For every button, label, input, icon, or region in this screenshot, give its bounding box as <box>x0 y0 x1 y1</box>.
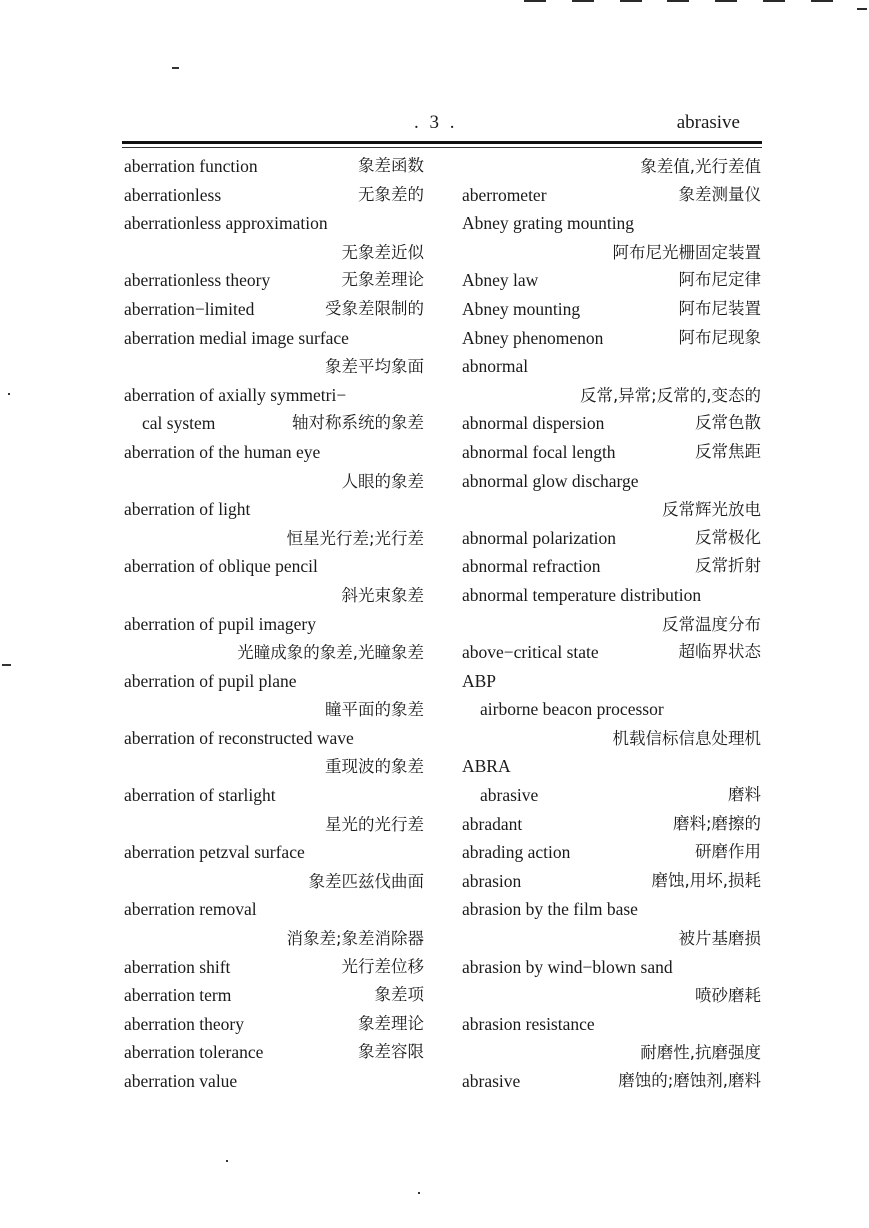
entry-translation: 阿布尼现象 <box>678 327 761 347</box>
scan-mark <box>667 0 689 2</box>
entry-term: abnormal polarization <box>462 527 617 548</box>
entry-translation: 斜光束象差 <box>341 585 424 605</box>
dictionary-entry <box>462 467 761 496</box>
scan-speck <box>8 393 10 395</box>
definition-continuation <box>124 924 424 953</box>
definition-continuation <box>124 238 424 267</box>
entry-term: aberration of axially symmetri− <box>124 384 347 405</box>
scan-speck <box>2 664 11 666</box>
dictionary-entry <box>124 838 424 867</box>
entry-term: abrading action <box>462 842 571 863</box>
dictionary-entry <box>124 209 424 238</box>
entry-term: aberrationless approximation <box>124 213 328 234</box>
entry-translation: 磨料;磨擦的 <box>672 813 761 833</box>
entry-term: abnormal temperature distribution <box>462 584 702 605</box>
entry-translation: 星光的光行差 <box>325 814 424 834</box>
entry-term: abrasion resistance <box>462 1013 595 1034</box>
entry-term: aberration of light <box>124 499 251 520</box>
dictionary-entry <box>124 667 424 696</box>
dictionary-entry <box>124 324 424 353</box>
entry-translation: 光行差位移 <box>341 956 424 976</box>
entry-term: ABP <box>462 670 497 691</box>
entry-term: aberration of pupil imagery <box>124 613 316 634</box>
entry-translation: 瞳平面的象差 <box>325 700 424 720</box>
scan-speck <box>418 1192 420 1194</box>
dictionary-entry <box>462 667 761 696</box>
dictionary-entry <box>124 895 424 924</box>
dictionary-entry <box>124 381 424 410</box>
entry-term: Abney law <box>462 270 539 291</box>
entry-translation: 人眼的象差 <box>341 471 424 491</box>
entry-translation: 阿布尼光栅固定装置 <box>612 242 761 262</box>
dictionary-entry <box>124 295 424 324</box>
dictionary-entry <box>124 981 424 1010</box>
entry-translation: 被片基磨损 <box>678 929 761 949</box>
left-column <box>124 152 424 1096</box>
definition-continuation <box>462 1038 761 1067</box>
dictionary-entry <box>462 638 761 667</box>
definition-continuation <box>462 981 761 1010</box>
entry-translation: 反常温度分布 <box>662 614 761 634</box>
entry-term: airborne beacon processor <box>480 699 664 720</box>
entry-term: aberration medial image surface <box>124 327 349 348</box>
entry-translation: 象差匹兹伐曲面 <box>308 871 424 891</box>
entry-term: aberration value <box>124 1071 238 1091</box>
entry-term: aberration of pupil plane <box>124 670 297 691</box>
entry-term: ABRA <box>462 756 511 777</box>
definition-continuation <box>124 810 424 839</box>
entry-translation: 象差理论 <box>358 1013 424 1033</box>
scan-mark <box>763 0 785 2</box>
dictionary-entry <box>124 1010 424 1039</box>
definition-continuation <box>124 752 424 781</box>
dictionary-entry <box>124 724 424 753</box>
dictionary-entry <box>462 409 761 438</box>
entry-term: aberrationless <box>124 184 222 205</box>
dictionary-entry <box>462 181 761 210</box>
dictionary-entry <box>462 838 761 867</box>
dictionary-entry <box>462 752 761 781</box>
entry-translation: 象差平均象面 <box>325 357 424 377</box>
entry-translation: 无象差理论 <box>341 270 424 290</box>
entry-translation: 反常折射 <box>695 556 761 576</box>
entry-translation: 反常焦距 <box>695 441 761 461</box>
entry-term: aberration function <box>124 156 258 176</box>
entry-translation: 反常极化 <box>695 527 761 547</box>
dictionary-entry <box>462 324 761 353</box>
page-header <box>124 112 760 142</box>
dictionary-entry <box>462 810 761 839</box>
entry-translation: 阿布尼装置 <box>678 298 761 318</box>
entry-term: abradant <box>462 813 523 834</box>
definition-continuation <box>124 524 424 553</box>
scan-mark <box>811 0 833 2</box>
dictionary-entry <box>462 438 761 467</box>
entry-term: above−critical state <box>462 642 599 663</box>
definition-continuation <box>124 467 424 496</box>
entry-translation: 磨料 <box>728 785 761 805</box>
dictionary-entry <box>124 781 424 810</box>
entry-term: aberration of reconstructed wave <box>124 727 354 748</box>
guide-word: abrasive <box>676 112 740 133</box>
entry-term: aberration−limited <box>124 298 255 319</box>
entry-translation: 象差测量仪 <box>678 184 761 204</box>
entry-term: abnormal glow discharge <box>462 470 639 491</box>
entry-translation: 受象差限制的 <box>325 298 424 318</box>
dictionary-entry <box>462 781 761 810</box>
dictionary-entry <box>462 581 761 610</box>
entry-term: aberration shift <box>124 956 231 977</box>
definition-continuation <box>462 495 761 524</box>
dictionary-entry <box>124 1038 424 1067</box>
dictionary-entry <box>462 953 761 982</box>
entry-translation: 光瞳成象的象差,光瞳象差 <box>237 643 424 663</box>
entry-term: aberration theory <box>124 1013 245 1034</box>
entry-translation: 轴对称系统的象差 <box>292 413 424 433</box>
scan-mark <box>715 0 737 2</box>
definition-continuation <box>462 238 761 267</box>
scan-mark <box>857 8 867 10</box>
entry-term: abnormal dispersion <box>462 413 605 434</box>
dictionary-entry <box>124 181 424 210</box>
header-rule <box>122 141 762 144</box>
entry-translation: 阿布尼定律 <box>678 270 761 290</box>
dictionary-entry <box>462 295 761 324</box>
entry-translation: 象差项 <box>374 985 424 1005</box>
scan-mark <box>524 0 546 2</box>
entry-translation: 恒星光行差;光行差 <box>286 528 424 548</box>
definition-continuation <box>124 695 424 724</box>
scan-speck <box>172 67 179 69</box>
entry-term: abnormal <box>462 356 529 377</box>
entry-term: aberration of oblique pencil <box>124 556 318 577</box>
entry-translation: 耐磨性,抗磨强度 <box>640 1043 761 1063</box>
entry-translation: 研磨作用 <box>695 842 761 862</box>
dictionary-entry <box>124 495 424 524</box>
entry-term: cal system <box>142 413 216 434</box>
dictionary-entry <box>462 552 761 581</box>
entry-term: Abney grating mounting <box>462 213 635 234</box>
entry-term: abrasion by wind−blown sand <box>462 956 673 977</box>
entry-term: abrasion <box>462 870 522 891</box>
scan-mark <box>572 0 594 2</box>
scan-speck <box>226 1160 228 1162</box>
entry-translation: 磨蚀的;磨蚀剂,磨料 <box>618 1071 761 1090</box>
entry-term: aberration petzval surface <box>124 842 305 863</box>
dictionary-entry <box>462 895 761 924</box>
entry-term: abnormal refraction <box>462 556 601 577</box>
entry-translation: 无象差的 <box>358 184 424 204</box>
entry-term: abrasion by the film base <box>462 899 638 920</box>
entry-translation: 磨蚀,用坏,损耗 <box>651 870 761 890</box>
entry-translation: 机载信标信息处理机 <box>612 728 761 748</box>
dictionary-entry <box>462 695 761 724</box>
entry-translation: 反常色散 <box>695 413 761 433</box>
entry-translation: 无象差近似 <box>341 242 424 262</box>
definition-continuation <box>462 381 761 410</box>
definition-continuation <box>124 352 424 381</box>
page-number: . 3 . <box>414 112 458 133</box>
definition-continuation <box>462 152 761 181</box>
entry-translation: 反常辉光放电 <box>662 500 761 520</box>
scan-mark <box>620 0 642 2</box>
dictionary-entry <box>462 1067 761 1096</box>
dictionary-entry <box>124 1067 424 1096</box>
dictionary-entry <box>124 953 424 982</box>
entry-translation: 象差容限 <box>358 1042 424 1062</box>
entry-term: abrasive <box>480 785 539 806</box>
dictionary-entry <box>462 352 761 381</box>
header-rule-thin <box>122 147 762 148</box>
dictionary-entry <box>124 266 424 295</box>
dictionary-entry <box>124 552 424 581</box>
entry-term: aberrometer <box>462 184 547 205</box>
entry-translation: 象差函数 <box>358 156 424 175</box>
dictionary-entry <box>462 266 761 295</box>
entry-term: aberration term <box>124 985 232 1006</box>
entry-translation: 象差值,光行差值 <box>640 157 761 176</box>
entry-term: aberration tolerance <box>124 1042 264 1063</box>
definition-continuation <box>462 924 761 953</box>
dictionary-entry <box>124 152 424 181</box>
entry-term: aberrationless theory <box>124 270 271 291</box>
entry-translation: 重现波的象差 <box>325 757 424 777</box>
entry-translation: 喷砂磨耗 <box>695 986 761 1006</box>
dictionary-entry <box>124 610 424 639</box>
definition-continuation <box>462 610 761 639</box>
entry-term: aberration removal <box>124 899 257 920</box>
definition-continuation <box>124 638 424 667</box>
entry-term: aberration of starlight <box>124 785 276 806</box>
dictionary-entry <box>462 209 761 238</box>
entry-translation: 反常,异常;反常的,变态的 <box>579 385 761 405</box>
dictionary-entry <box>462 1010 761 1039</box>
dictionary-entry <box>124 438 424 467</box>
entry-translation: 消象差;象差消除器 <box>286 929 424 949</box>
entry-term: aberration of the human eye <box>124 441 321 462</box>
entry-term: Abney mounting <box>462 298 581 319</box>
definition-continuation <box>124 581 424 610</box>
dictionary-entry <box>462 867 761 896</box>
entry-term: abrasive <box>462 1071 521 1091</box>
definition-continuation <box>462 724 761 753</box>
definition-continuation <box>124 867 424 896</box>
entry-translation: 超临界状态 <box>678 642 761 662</box>
dictionary-entry <box>124 409 424 438</box>
right-column <box>462 152 761 1096</box>
dictionary-entry <box>462 524 761 553</box>
entry-term: Abney phenomenon <box>462 327 604 348</box>
entry-term: abnormal focal length <box>462 441 616 462</box>
